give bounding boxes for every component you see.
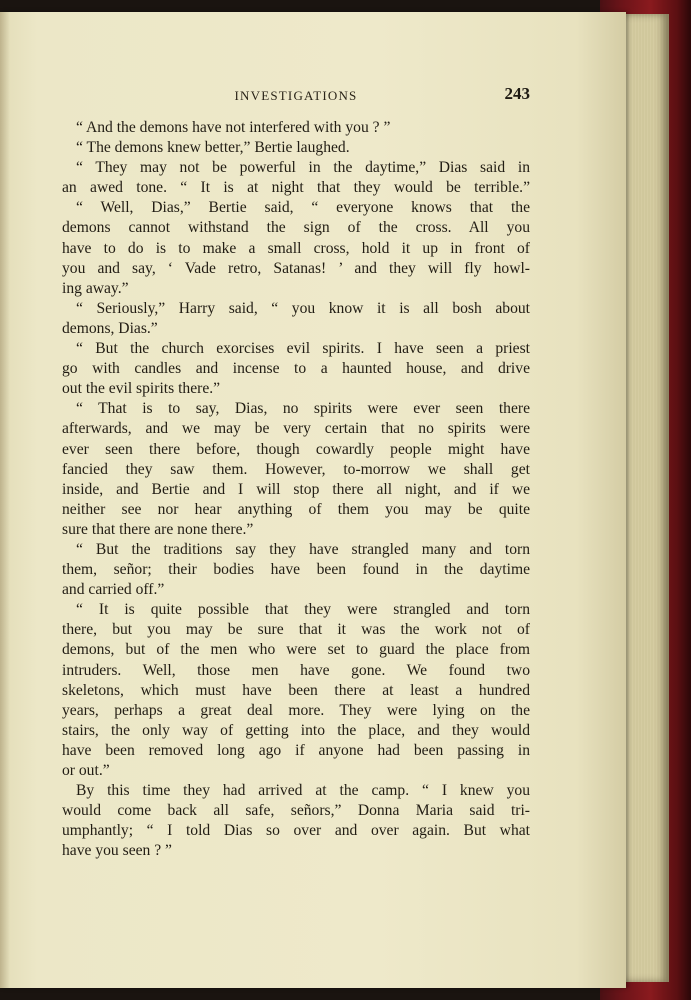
running-head: INVESTIGATIONS (234, 88, 358, 103)
text-line: “ It is quite possible that they were strangled and torn (76, 601, 530, 619)
text-line: “ But the traditions say they have strangled many and torn (76, 540, 530, 558)
text-line: “ Well, Dias,” Bertie said, “ everyone knows that the (76, 199, 530, 217)
text-line: them, señor; their bodies have been found in the daytime (62, 561, 530, 579)
text-line: an awed tone. “ It is at night that they would be terrible.” (62, 179, 530, 197)
text-line: “ They may not be powerful in the daytime,” Dias said in (76, 159, 530, 177)
text-line: sure that there are none there.” (62, 520, 254, 538)
text-line: you and say, ‘ Vade retro, Satanas! ’ and they will fly howl- (62, 259, 530, 277)
text-line: go with candles and incense to a haunted house, and drive (62, 360, 530, 378)
text-line: years, perhaps a great deal more. They were lying on the (62, 701, 530, 719)
text-line: afterwards, and we may be very certain that no spirits were (62, 420, 530, 438)
text-line: fancied they saw them. However, to-morrow we shall get (62, 460, 530, 478)
text-line: stairs, the only way of getting into the place, and they would (62, 721, 530, 739)
body-text (62, 118, 530, 861)
text-line: have been removed long ago if anyone had been passing in (62, 741, 530, 759)
text-line: demons cannot withstand the sign of the cross. All you (62, 219, 530, 237)
text-line: ing away.” (62, 279, 129, 297)
text-line: or out.” (62, 762, 110, 779)
page-header (62, 84, 530, 108)
text-line: have to do is to make a small cross, hold it up in front of (62, 239, 530, 257)
text-line: inside, and Bertie and I will stop there all night, and if we (62, 480, 530, 498)
text-line: umphantly; “ I told Dias so over and over again. But what (62, 822, 530, 840)
text-line: out the evil spirits there.” (62, 380, 221, 398)
text-line: “ Seriously,” Harry said, “ you know it is all bosh about (76, 299, 530, 317)
text-line: “ And the demons have not interfered with you ? ” (76, 119, 391, 136)
text-line: and carried off.” (62, 581, 165, 599)
text-line: neither see nor hear anything of them you may be quite (62, 500, 530, 518)
page-number: 243 (504, 84, 530, 103)
text-line: would come back all safe, señors,” Donna Maria said tri- (62, 802, 530, 820)
text-line: demons, but of the men who were set to guard the place from (62, 641, 530, 659)
text-line: “ But the church exorcises evil spirits. I have seen a priest (76, 340, 530, 358)
text-line: skeletons, which must have been there at least a hundred (62, 681, 530, 699)
text-line: ever seen there before, though cowardly people might have (62, 440, 530, 458)
text-line: “ The demons knew better,” Bertie laughed. (76, 139, 350, 157)
text-line: intruders. Well, those men have gone. We found two (62, 661, 530, 679)
gutter-shadow (0, 12, 10, 988)
text-line: “ That is to say, Dias, no spirits were ever seen there (76, 400, 530, 418)
text-line: there, but you may be sure that it was the work not of (62, 621, 530, 639)
text-line: By this time they had arrived at the camp. “ I knew you (76, 782, 530, 800)
text-line: have you seen ? ” (62, 842, 172, 860)
text-line: demons, Dias.” (62, 319, 158, 337)
